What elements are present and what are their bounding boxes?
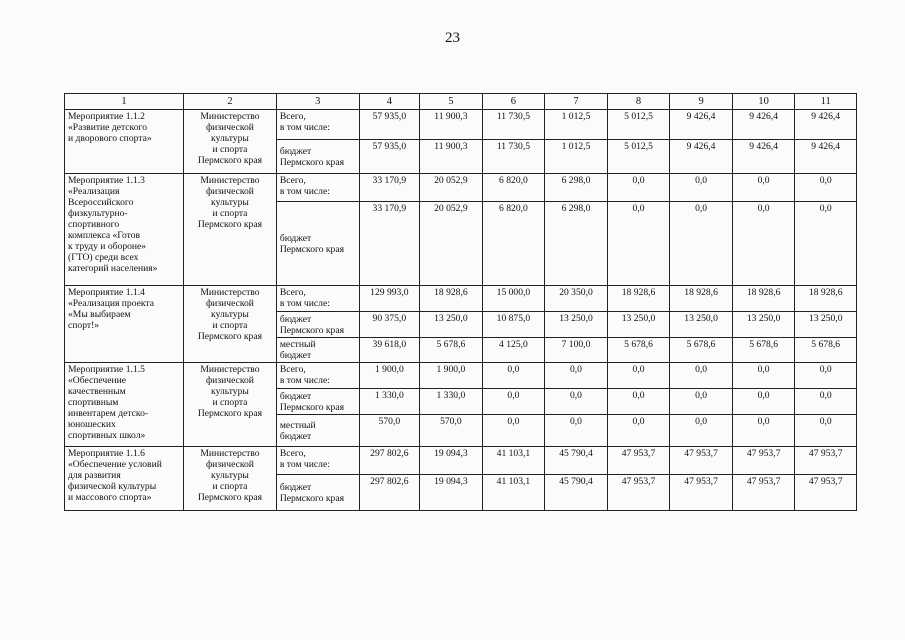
amount-cell: 0,0 bbox=[545, 363, 608, 389]
funding-source-line: бюджет bbox=[279, 313, 312, 325]
activity-line: Мероприятие 1.1.6 bbox=[68, 448, 145, 459]
funding-source-cell bbox=[276, 447, 359, 475]
funding-source-line: в том числе: bbox=[279, 122, 330, 133]
amount-cell: 129 993,0 bbox=[359, 286, 420, 312]
amount-cell: 11 730,5 bbox=[482, 110, 545, 140]
column-header: 4 bbox=[359, 94, 420, 110]
amount-cell: 0,0 bbox=[795, 202, 857, 286]
amount-cell: 0,0 bbox=[607, 202, 670, 286]
amount-cell: 0,0 bbox=[795, 415, 857, 447]
amount-cell: 47 953,7 bbox=[607, 475, 670, 511]
amount-cell: 20 052,9 bbox=[420, 174, 483, 202]
funding-source-line: бюджет bbox=[279, 481, 312, 493]
activity-line: комплекса «Готов bbox=[68, 230, 141, 241]
amount-cell: 13 250,0 bbox=[670, 312, 733, 338]
amount-cell: 5 678,6 bbox=[670, 338, 733, 363]
amount-cell: 0,0 bbox=[732, 363, 795, 389]
funding-source-line: Всего, bbox=[279, 364, 306, 375]
amount-cell: 5 012,5 bbox=[607, 140, 670, 174]
amount-cell: 1 012,5 bbox=[545, 140, 608, 174]
amount-cell: 0,0 bbox=[607, 415, 670, 447]
ministry-line: Пермского края bbox=[197, 408, 263, 419]
amount-cell: 57 935,0 bbox=[359, 110, 420, 140]
amount-cell: 6 298,0 bbox=[545, 174, 608, 202]
funding-source-line: Всего, bbox=[279, 111, 306, 122]
amount-cell: 0,0 bbox=[732, 202, 795, 286]
activity-line: спорт!» bbox=[68, 320, 100, 331]
amount-cell: 90 375,0 bbox=[359, 312, 420, 338]
amount-cell: 0,0 bbox=[732, 174, 795, 202]
ministry-line: Министерство bbox=[200, 111, 260, 122]
table-row bbox=[65, 363, 857, 389]
amount-cell: 11 730,5 bbox=[482, 140, 545, 174]
ministry-cell bbox=[184, 110, 277, 174]
amount-cell: 0,0 bbox=[545, 415, 608, 447]
amount-cell: 5 678,6 bbox=[795, 338, 857, 363]
amount-cell: 0,0 bbox=[607, 389, 670, 415]
funding-source-line: Пермского края bbox=[279, 156, 345, 168]
amount-cell: 0,0 bbox=[670, 202, 733, 286]
amount-cell: 1 900,0 bbox=[359, 363, 420, 389]
activity-line: «Обеспечение bbox=[68, 375, 126, 386]
funding-source-line: бюджет bbox=[279, 350, 312, 361]
amount-cell: 47 953,7 bbox=[795, 475, 857, 511]
activity-line: (ГТО) среди всех bbox=[68, 252, 139, 263]
amount-cell: 6 820,0 bbox=[482, 202, 545, 286]
amount-cell: 41 103,1 bbox=[482, 447, 545, 475]
amount-cell: 33 170,9 bbox=[359, 174, 420, 202]
amount-cell: 5 012,5 bbox=[607, 110, 670, 140]
amount-cell: 13 250,0 bbox=[795, 312, 857, 338]
ministry-line: физической bbox=[205, 459, 254, 470]
page-number: 23 bbox=[445, 30, 460, 46]
amount-cell: 18 928,6 bbox=[607, 286, 670, 312]
ministry-cell bbox=[184, 174, 277, 286]
amount-cell: 45 790,4 bbox=[545, 447, 608, 475]
funding-source-cell bbox=[276, 363, 359, 389]
header-row bbox=[65, 94, 857, 110]
funding-source-line: Всего, bbox=[279, 448, 306, 459]
funding-source-line: Пермского края bbox=[279, 324, 345, 336]
amount-cell: 9 426,4 bbox=[795, 110, 857, 140]
amount-cell: 47 953,7 bbox=[670, 447, 733, 475]
amount-cell: 47 953,7 bbox=[732, 447, 795, 475]
ministry-line: культуры bbox=[211, 133, 249, 144]
amount-cell: 20 052,9 bbox=[420, 202, 483, 286]
ministry-line: физической bbox=[205, 186, 254, 197]
funding-source-line: бюджет bbox=[279, 232, 312, 244]
amount-cell: 18 928,6 bbox=[732, 286, 795, 312]
funding-source-line: Пермского края bbox=[279, 401, 345, 413]
column-header: 8 bbox=[607, 94, 670, 110]
funding-source-line: местный bbox=[279, 419, 316, 431]
activity-line: Мероприятие 1.1.3 bbox=[68, 175, 145, 186]
activity-line: качественным bbox=[68, 386, 126, 397]
ministry-line: культуры bbox=[211, 197, 249, 208]
amount-cell: 18 928,6 bbox=[670, 286, 733, 312]
funding-source-line: в том числе: bbox=[279, 459, 330, 470]
column-header: 3 bbox=[276, 94, 359, 110]
amount-cell: 13 250,0 bbox=[607, 312, 670, 338]
amount-cell: 0,0 bbox=[482, 363, 545, 389]
funding-source-line: Всего, bbox=[279, 287, 306, 298]
column-header: 5 bbox=[420, 94, 483, 110]
funding-source-cell bbox=[276, 389, 359, 415]
column-header: 9 bbox=[670, 94, 733, 110]
amount-cell: 5 678,6 bbox=[420, 338, 483, 363]
ministry-line: культуры bbox=[211, 470, 249, 481]
table-row bbox=[65, 110, 857, 140]
activity-line: Мероприятие 1.1.2 bbox=[68, 111, 145, 122]
ministry-line: физической bbox=[205, 122, 254, 133]
ministry-line: и спорта bbox=[212, 481, 248, 492]
activity-line: «Реализация проекта bbox=[68, 298, 154, 309]
funding-source-line: в том числе: bbox=[279, 375, 330, 386]
funding-source-line: Пермского края bbox=[279, 243, 345, 255]
amount-cell: 13 250,0 bbox=[732, 312, 795, 338]
funding-source-line: бюджет bbox=[279, 145, 312, 157]
amount-cell: 19 094,3 bbox=[420, 447, 483, 475]
ministry-line: Пермского края bbox=[197, 155, 263, 166]
amount-cell: 7 100,0 bbox=[545, 338, 608, 363]
activity-line: и массового спорта» bbox=[68, 492, 152, 503]
amount-cell: 33 170,9 bbox=[359, 202, 420, 286]
activity-cell bbox=[65, 286, 184, 363]
amount-cell: 6 820,0 bbox=[482, 174, 545, 202]
funding-source-line: Всего, bbox=[279, 175, 306, 186]
activity-line: «Развитие детского bbox=[68, 122, 147, 133]
amount-cell: 9 426,4 bbox=[670, 110, 733, 140]
amount-cell: 0,0 bbox=[795, 389, 857, 415]
ministry-line: культуры bbox=[211, 386, 249, 397]
activity-line: для развития bbox=[68, 470, 121, 481]
amount-cell: 9 426,4 bbox=[670, 140, 733, 174]
funding-source-cell bbox=[276, 110, 359, 140]
amount-cell: 18 928,6 bbox=[420, 286, 483, 312]
activity-line: и дворового спорта» bbox=[68, 133, 152, 144]
amount-cell: 6 298,0 bbox=[545, 202, 608, 286]
amount-cell: 0,0 bbox=[545, 389, 608, 415]
amount-cell: 0,0 bbox=[795, 174, 857, 202]
amount-cell: 570,0 bbox=[359, 415, 420, 447]
amount-cell: 20 350,0 bbox=[545, 286, 608, 312]
amount-cell: 41 103,1 bbox=[482, 475, 545, 511]
activity-cell bbox=[65, 174, 184, 286]
ministry-line: Пермского края bbox=[197, 492, 263, 503]
funding-source-cell bbox=[276, 140, 359, 174]
column-header: 10 bbox=[732, 94, 795, 110]
table-row bbox=[65, 286, 857, 312]
activity-line: спортивных школ» bbox=[68, 430, 146, 441]
funding-source-cell bbox=[276, 338, 359, 363]
amount-cell: 47 953,7 bbox=[795, 447, 857, 475]
activity-line: «Обеспечение условий bbox=[68, 459, 162, 470]
ministry-line: Министерство bbox=[200, 364, 260, 375]
column-header: 7 bbox=[545, 94, 608, 110]
funding-source-line: местный bbox=[279, 339, 316, 350]
ministry-line: и спорта bbox=[212, 320, 248, 331]
funding-source-line: Пермского края bbox=[279, 492, 345, 504]
amount-cell: 9 426,4 bbox=[795, 140, 857, 174]
ministry-line: и спорта bbox=[212, 208, 248, 219]
amount-cell: 4 125,0 bbox=[482, 338, 545, 363]
funding-source-line: бюджет bbox=[279, 430, 312, 442]
ministry-line: Министерство bbox=[200, 448, 260, 459]
amount-cell: 19 094,3 bbox=[420, 475, 483, 511]
amount-cell: 10 875,0 bbox=[482, 312, 545, 338]
ministry-line: культуры bbox=[211, 309, 249, 320]
table-row bbox=[65, 447, 857, 475]
amount-cell: 5 678,6 bbox=[732, 338, 795, 363]
column-header: 2 bbox=[184, 94, 277, 110]
amount-cell: 18 928,6 bbox=[795, 286, 857, 312]
funding-source-cell bbox=[276, 312, 359, 338]
amount-cell: 47 953,7 bbox=[670, 475, 733, 511]
activity-line: юношеских bbox=[68, 419, 116, 430]
activity-line: «Реализация bbox=[68, 186, 120, 197]
amount-cell: 0,0 bbox=[670, 389, 733, 415]
amount-cell: 0,0 bbox=[607, 174, 670, 202]
activity-line: к труду и обороне» bbox=[68, 241, 147, 252]
amount-cell: 57 935,0 bbox=[359, 140, 420, 174]
ministry-line: физической bbox=[205, 298, 254, 309]
ministry-line: Пермского края bbox=[197, 219, 263, 230]
activity-cell bbox=[65, 110, 184, 174]
ministry-cell bbox=[184, 286, 277, 363]
amount-cell: 11 900,3 bbox=[420, 110, 483, 140]
activity-line: спортивного bbox=[68, 219, 120, 230]
activity-line: Всероссийского bbox=[68, 197, 134, 208]
amount-cell: 0,0 bbox=[482, 415, 545, 447]
activity-line: физкультурно- bbox=[68, 208, 128, 219]
amount-cell: 297 802,6 bbox=[359, 447, 420, 475]
column-header: 11 bbox=[795, 94, 857, 110]
amount-cell: 11 900,3 bbox=[420, 140, 483, 174]
activity-line: категорий населения» bbox=[68, 263, 158, 274]
ministry-cell bbox=[184, 447, 277, 511]
ministry-line: Министерство bbox=[200, 175, 260, 186]
amount-cell: 9 426,4 bbox=[732, 140, 795, 174]
activity-cell bbox=[65, 447, 184, 511]
activity-line: Мероприятие 1.1.4 bbox=[68, 287, 145, 298]
ministry-line: физической bbox=[205, 375, 254, 386]
amount-cell: 47 953,7 bbox=[732, 475, 795, 511]
ministry-line: Пермского края bbox=[197, 331, 263, 342]
amount-cell: 0,0 bbox=[670, 415, 733, 447]
table-body bbox=[65, 110, 857, 511]
amount-cell: 0,0 bbox=[795, 363, 857, 389]
amount-cell: 0,0 bbox=[607, 363, 670, 389]
column-header: 6 bbox=[482, 94, 545, 110]
activity-line: «Мы выбираем bbox=[68, 309, 131, 320]
funding-source-cell bbox=[276, 475, 359, 511]
amount-cell: 47 953,7 bbox=[607, 447, 670, 475]
amount-cell: 1 900,0 bbox=[420, 363, 483, 389]
ministry-cell bbox=[184, 363, 277, 447]
ministry-line: Министерство bbox=[200, 287, 260, 298]
activity-line: инвентарем детско- bbox=[68, 408, 149, 419]
amount-cell: 0,0 bbox=[482, 389, 545, 415]
ministry-line: и спорта bbox=[212, 144, 248, 155]
column-header: 1 bbox=[65, 94, 184, 110]
amount-cell: 15 000,0 bbox=[482, 286, 545, 312]
funding-source-cell bbox=[276, 415, 359, 447]
amount-cell: 1 330,0 bbox=[420, 389, 483, 415]
funding-source-line: бюджет bbox=[279, 390, 312, 402]
amount-cell: 0,0 bbox=[670, 174, 733, 202]
amount-cell: 1 012,5 bbox=[545, 110, 608, 140]
funding-source-cell bbox=[276, 202, 359, 286]
funding-source-cell bbox=[276, 286, 359, 312]
amount-cell: 45 790,4 bbox=[545, 475, 608, 511]
activity-line: физической культуры bbox=[68, 481, 157, 492]
amount-cell: 0,0 bbox=[670, 363, 733, 389]
amount-cell: 0,0 bbox=[732, 389, 795, 415]
table-row bbox=[65, 174, 857, 202]
amount-cell: 13 250,0 bbox=[420, 312, 483, 338]
funding-source-line: в том числе: bbox=[279, 186, 330, 197]
amount-cell: 570,0 bbox=[420, 415, 483, 447]
ministry-line: и спорта bbox=[212, 397, 248, 408]
activity-line: спортивным bbox=[68, 397, 119, 408]
activity-line: Мероприятие 1.1.5 bbox=[68, 364, 145, 375]
amount-cell: 297 802,6 bbox=[359, 475, 420, 511]
budget-table bbox=[64, 93, 857, 511]
activity-cell bbox=[65, 363, 184, 447]
funding-source-cell bbox=[276, 174, 359, 202]
amount-cell: 1 330,0 bbox=[359, 389, 420, 415]
amount-cell: 5 678,6 bbox=[607, 338, 670, 363]
funding-source-line: в том числе: bbox=[279, 298, 330, 309]
amount-cell: 39 618,0 bbox=[359, 338, 420, 363]
amount-cell: 13 250,0 bbox=[545, 312, 608, 338]
amount-cell: 9 426,4 bbox=[732, 110, 795, 140]
amount-cell: 0,0 bbox=[732, 415, 795, 447]
